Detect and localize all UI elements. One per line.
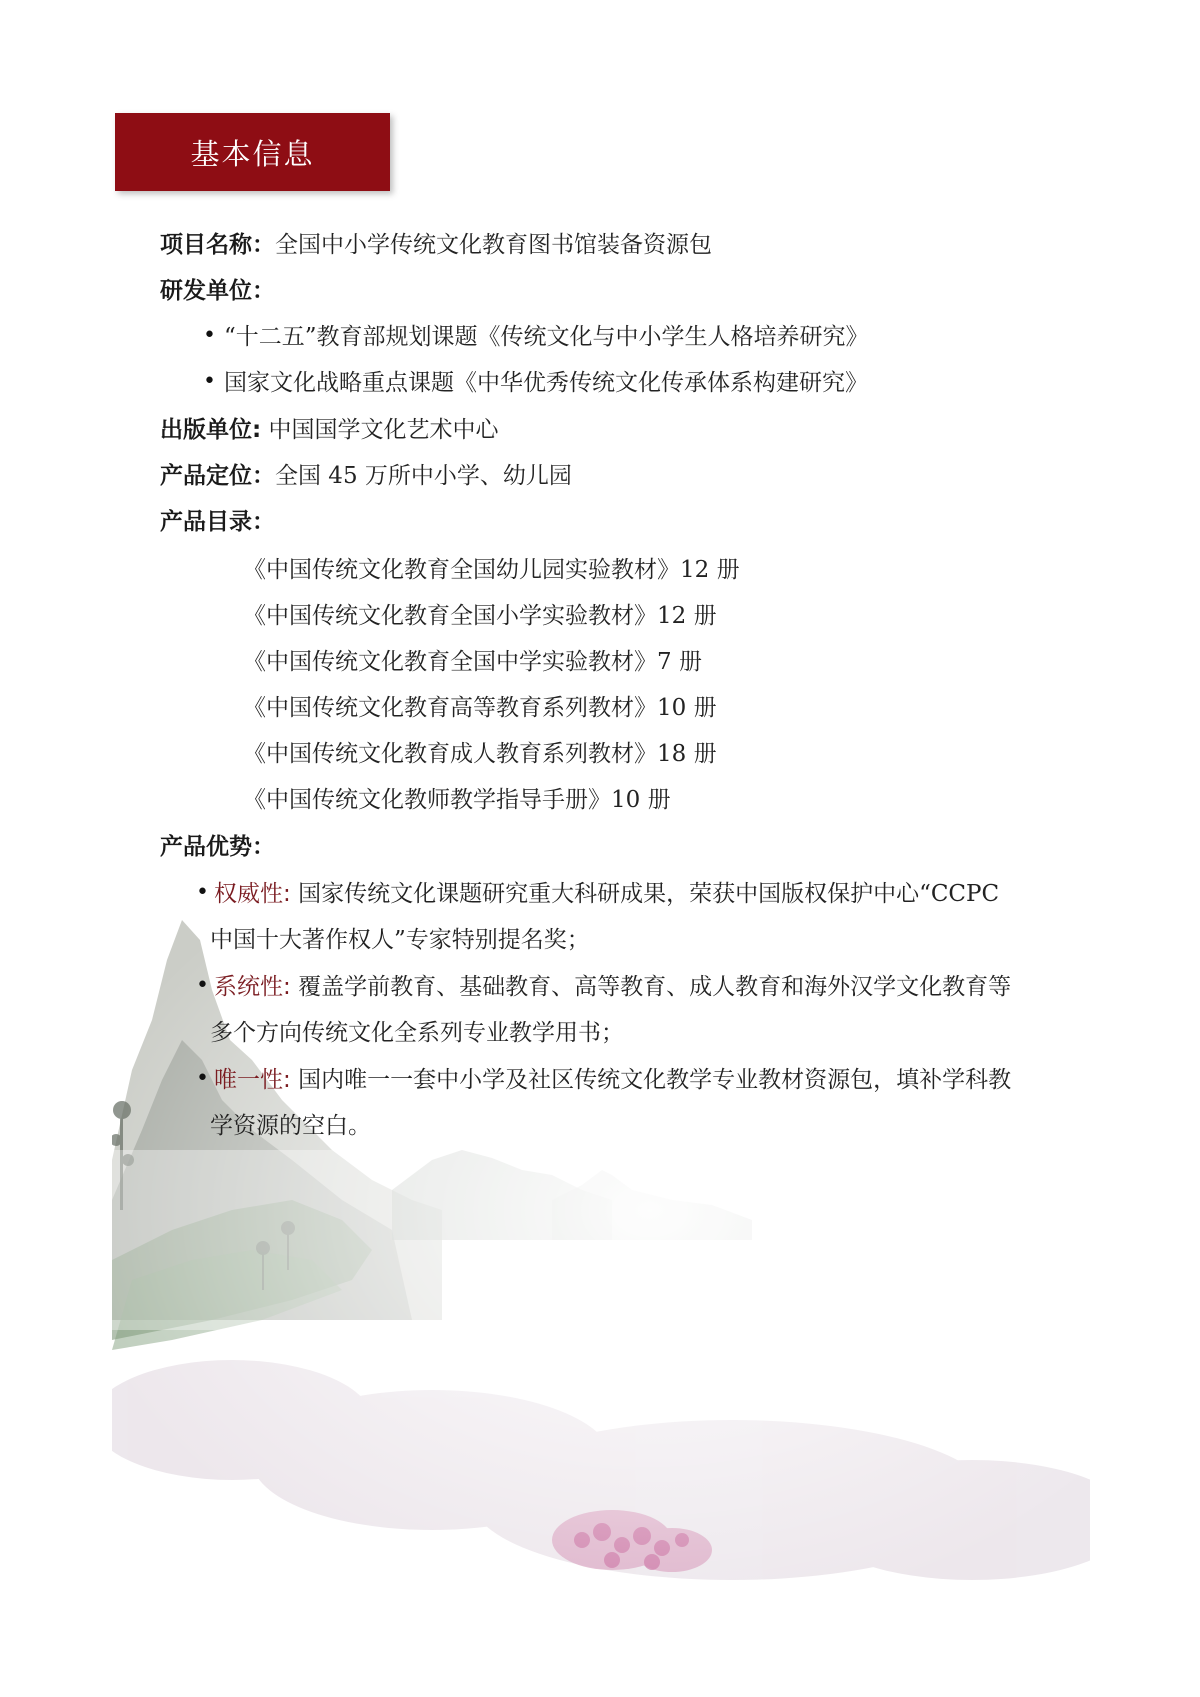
catalog-item: 《中国传统文化教育全国中学实验教材》7 册 — [243, 649, 702, 675]
advantage-key: 唯一性: — [214, 1067, 291, 1093]
positioning-label: 产品定位： — [160, 463, 275, 489]
advantage-item-system — [214, 972, 1011, 1002]
advantages-row — [160, 832, 275, 862]
advantage-key: 权威性: — [214, 881, 291, 907]
project-row — [160, 230, 712, 260]
developer-label: 研发单位： — [160, 278, 275, 304]
bullet-icon: • — [196, 1066, 209, 1091]
catalog-item: 《中国传统文化教师教学指导手册》10 册 — [243, 787, 671, 813]
developer-row — [160, 276, 275, 306]
advantage-item-unique — [214, 1065, 1011, 1095]
developer-item: 国家文化战略重点课题《中华优秀传统文化传承体系构建研究》 — [224, 370, 868, 396]
landscape-painting — [112, 900, 1090, 1590]
advantage-text-cont: 中国十大著作权人”专家特别提名奖； — [210, 927, 590, 953]
section-title: 基本信息 — [190, 136, 315, 171]
publisher-value: 中国国学文化艺术中心 — [268, 417, 499, 443]
developer-item: “十二五”教育部规划课题《传统文化与中小学生人格培养研究》 — [224, 324, 869, 350]
bullet-icon: • — [203, 369, 216, 394]
bullet-icon: • — [196, 973, 209, 998]
positioning-row — [160, 461, 572, 491]
advantage-text-cont: 多个方向传统文化全系列专业教学用书； — [210, 1020, 624, 1046]
catalog-item: 《中国传统文化教育高等教育系列教材》10 册 — [243, 695, 717, 721]
advantage-text-cont: 学资源的空白。 — [210, 1113, 371, 1139]
advantage-text: 覆盖学前教育、基础教育、高等教育、成人教育和海外汉学文化教育等 — [298, 974, 1012, 1000]
catalog-row — [160, 507, 275, 537]
publisher-label: 出版单位: — [160, 417, 262, 443]
catalog-label: 产品目录： — [160, 509, 275, 535]
section-header — [115, 113, 390, 191]
positioning-value: 全国 45 万所中小学、幼儿园 — [275, 463, 572, 489]
advantage-text: 国家传统文化课题研究重大科研成果，荣获中国版权保护中心“CCPC — [298, 881, 1000, 907]
bullet-icon: • — [203, 323, 216, 348]
advantages-label: 产品优势： — [160, 834, 275, 860]
publisher-row — [160, 415, 499, 445]
project-value: 全国中小学传统文化教育图书馆装备资源包 — [275, 232, 712, 258]
project-label: 项目名称： — [160, 232, 275, 258]
catalog-item: 《中国传统文化教育全国幼儿园实验教材》12 册 — [243, 557, 740, 583]
bullet-icon: • — [196, 880, 209, 905]
advantage-key: 系统性: — [214, 974, 291, 1000]
catalog-item: 《中国传统文化教育成人教育系列教材》18 册 — [243, 741, 717, 767]
advantage-item-authority — [214, 879, 999, 909]
catalog-item: 《中国传统文化教育全国小学实验教材》12 册 — [243, 603, 717, 629]
advantage-text: 国内唯一一套中小学及社区传统文化教学专业教材资源包，填补学科教 — [298, 1067, 1012, 1093]
